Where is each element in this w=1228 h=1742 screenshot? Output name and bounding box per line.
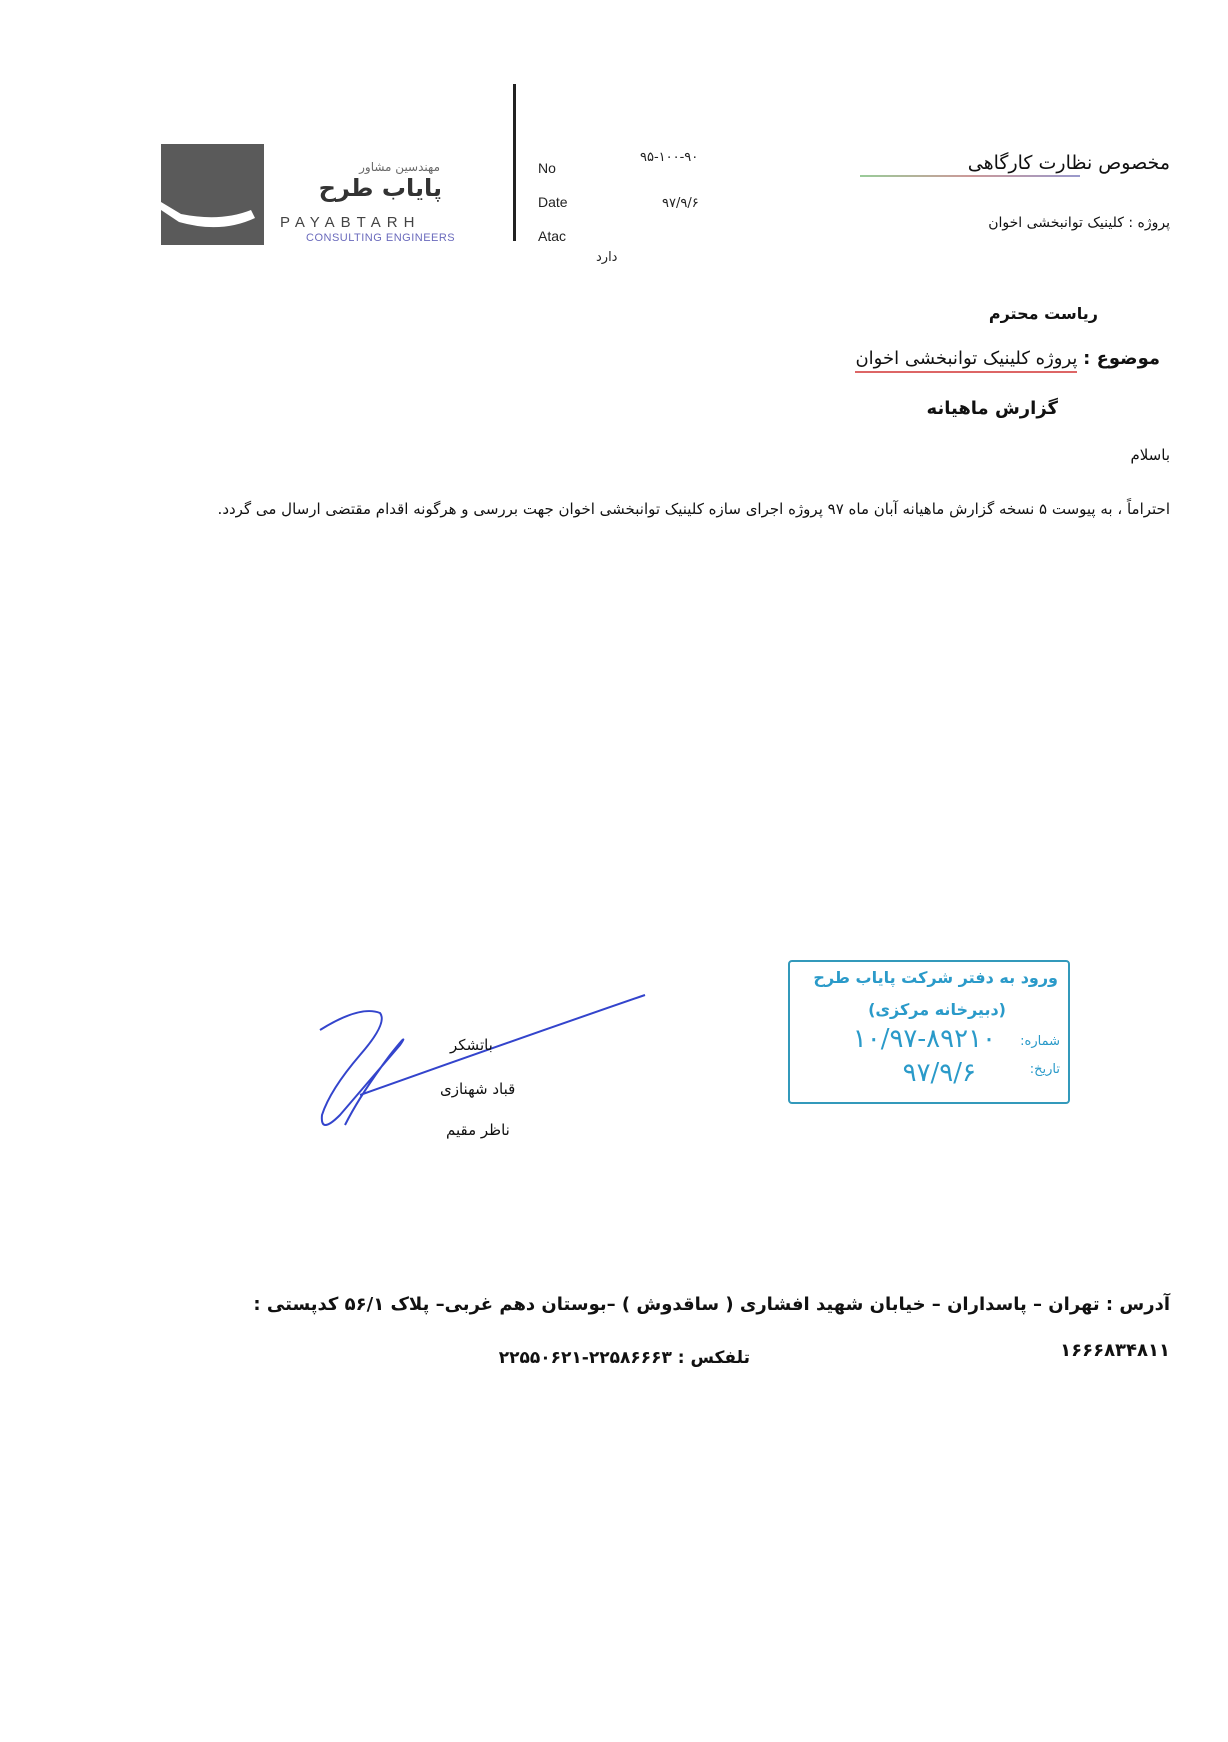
logo-swoosh-icon bbox=[161, 144, 264, 245]
subject-value: پروژه کلینیک توانبخشی اخوان bbox=[855, 348, 1077, 373]
phone-fax: تلفکس : ۲۲۵۸۶۶۶۳-۲۲۵۵۰۶۲۱ bbox=[498, 1348, 750, 1368]
receipt-stamp bbox=[788, 960, 1070, 1104]
body-paragraph: احتراماً ، به پیوست ۵ نسخه گزارش ماهیانه آبان ماه ۹۷ پروژه اجرای سازه کلینیک توانبخشی اخوان جهت بررسی و هرگونه اقدام مقتضی ارسال می گردد. bbox=[217, 500, 1170, 518]
brand-tagline: مهندسین مشاور bbox=[359, 160, 440, 174]
no-label: No bbox=[538, 160, 556, 176]
stamp-line1: ورود به دفتر شرکت پایاب طرح bbox=[813, 968, 1058, 987]
greeting: باسلام bbox=[1130, 446, 1170, 464]
signer-title: ناظر مقیم bbox=[446, 1121, 510, 1139]
signer-name: قباد شهنازی bbox=[440, 1080, 516, 1098]
title-underline bbox=[860, 175, 1080, 177]
brand-name-fa: پایاب طرح bbox=[318, 174, 442, 202]
document-title: مخصوص نظارت کارگاهی bbox=[967, 152, 1170, 174]
stamp-line2: (دبیرخانه مرکزی) bbox=[868, 1000, 1006, 1019]
subject-line bbox=[855, 348, 1160, 369]
closing-thanks: باتشکر bbox=[450, 1036, 493, 1054]
stamp-date-label: تاریخ: bbox=[1029, 1062, 1060, 1077]
date-label: Date bbox=[538, 194, 568, 210]
stamp-number-label: شماره: bbox=[1020, 1034, 1060, 1049]
postal-code: ۱۶۶۶۸۳۴۸۱۱ bbox=[1060, 1340, 1170, 1361]
stamp-number: ۱۰/۹۷-۸۹۲۱۰ bbox=[852, 1024, 996, 1054]
brand-subtitle: CONSULTING ENGINEERS bbox=[306, 232, 456, 244]
header-divider bbox=[513, 84, 516, 241]
company-logo-mark bbox=[161, 144, 264, 245]
attachment-label: Atac bbox=[538, 228, 567, 244]
project-line: پروژه : کلینیک توانبخشی اخوان bbox=[988, 215, 1170, 231]
report-title: گزارش ماهیانه bbox=[926, 398, 1058, 419]
stamp-date: ۹۷/۹/۶ bbox=[902, 1058, 976, 1088]
brand-block bbox=[280, 160, 490, 250]
attachment-value: دارد bbox=[596, 250, 618, 265]
letter-date: ۹۷/۹/۶ bbox=[662, 196, 699, 211]
brand-name-en: PAYABTARH bbox=[280, 214, 421, 231]
salutation: ریاست محترم bbox=[988, 304, 1098, 323]
address: آدرس : تهران – پاسداران – خیابان شهید افشاری ( ساقدوش ) –بوستان دهم غربی– پلاک ۵۶/۱ کدپستی : bbox=[253, 1294, 1170, 1315]
letter-number: ۹۵-۱۰۰-۹۰ bbox=[640, 150, 699, 165]
subject-label: موضوع : bbox=[1083, 348, 1160, 369]
